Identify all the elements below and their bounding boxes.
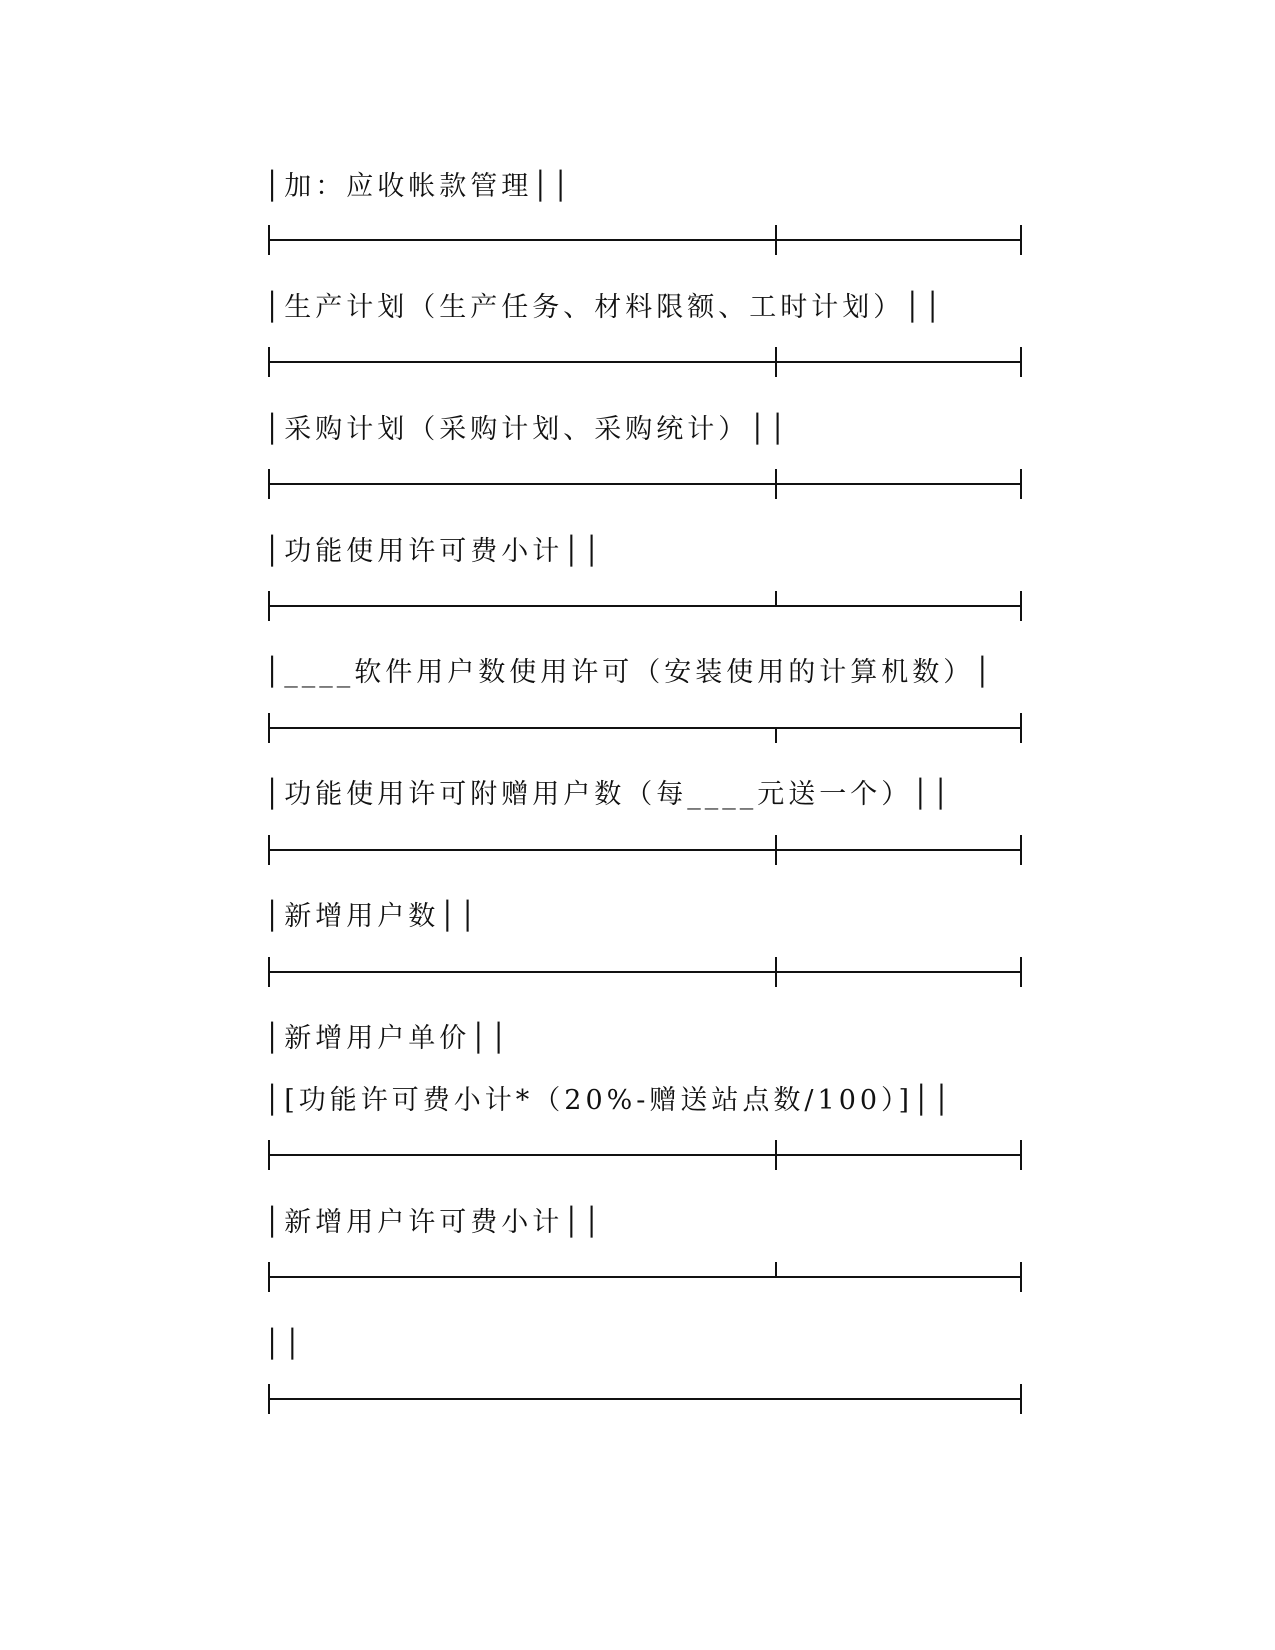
table-divider — [268, 225, 1022, 255]
table-divider — [268, 835, 1022, 865]
table-divider — [268, 591, 1022, 621]
table-divider — [268, 1262, 1022, 1292]
row-purchase-plan: │采购计划（采购计划、采购统计）││ — [264, 414, 790, 445]
table-divider — [268, 957, 1022, 987]
row-production-plan: │生产计划（生产任务、材料限额、工时计划）││ — [264, 292, 945, 323]
row-license-subtotal: │功能使用许可费小计││ — [264, 536, 604, 567]
row-new-user-license-subtotal: │新增用户许可费小计││ — [264, 1207, 604, 1238]
table-divider — [268, 469, 1022, 499]
table-divider — [268, 347, 1022, 377]
row-empty: ││ — [264, 1329, 305, 1360]
table-divider-bottom — [268, 1384, 1022, 1414]
row-receivables: │加：应收帐款管理││ — [264, 171, 573, 202]
row-new-user-price: │新增用户单价││ — [264, 1023, 511, 1054]
row-software-users: │____软件用户数使用许可（安装使用的计算机数）│ — [264, 657, 995, 688]
table-divider — [268, 1140, 1022, 1170]
row-new-users: │新增用户数││ — [264, 901, 480, 932]
row-bonus-users: │功能使用许可附赠用户数（每____元送一个）││ — [264, 779, 953, 810]
table-divider — [268, 713, 1022, 743]
row-formula: │[功能许可费小计*（20%-赠送站点数/100）]││ — [264, 1085, 954, 1116]
